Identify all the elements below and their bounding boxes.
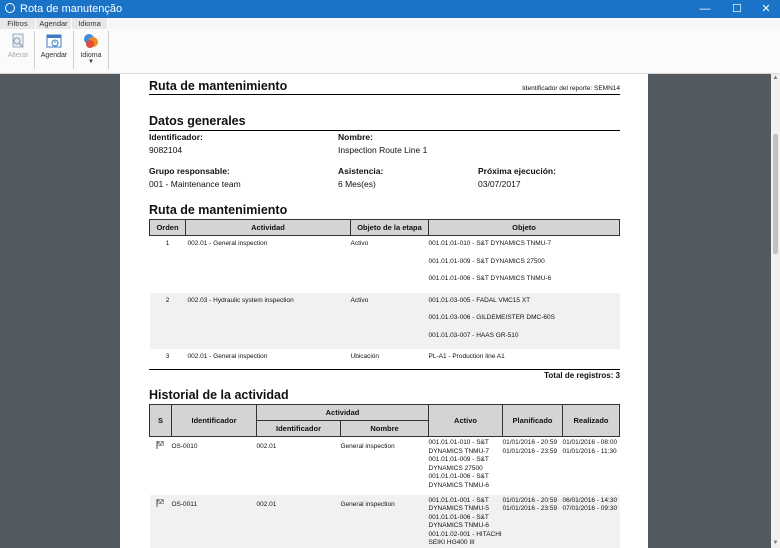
history-col-realizado: Realizado [563, 405, 620, 437]
route-col-actividad: Actividad [186, 220, 351, 236]
title-rule [149, 94, 620, 95]
table-row: OS-0011 002.01 General inspection 001.01.01-001 - S&T DYNAMICS TNMU-5 001.01.01-006 - S&T DYNAMICS TNMU-6 001.01.02-001 - HITACHI SEIKI HG400 III 01/01/2016 - 20:59 01/01/2016 - 23:59 06/01/2016 - 14:30 07/01/2016 - 09:30 [150, 495, 620, 548]
idioma-button[interactable] [77, 33, 105, 65]
table-row: OS-0010 002.01 General inspection 001.01.01-010 - S&T DYNAMICS TNMU-7 001.01.01-009 - S&T DYNAMICS 27500 001.01.01-006 - S&T DYNAMICS TNMU-6 01/01/2016 - 20:59 01/01/2016 - 23:59 01/01/2016 - 08:00 01/01/2016 - 11:30 [150, 437, 620, 495]
report-viewer[interactable] [0, 74, 780, 548]
asistencia-label: Asistencia: [338, 166, 384, 176]
route-col-objeto-etapa: Objeto de la etapa [351, 220, 429, 236]
route-col-orden: Orden [150, 220, 186, 236]
scroll-up-icon[interactable]: ▲ [772, 75, 779, 81]
alterar-button[interactable] [5, 33, 31, 59]
report-page [120, 74, 648, 548]
report-title: Ruta de mantenimiento [149, 79, 288, 93]
grupo-value: 001 - Maintenance team [149, 179, 241, 189]
history-col-act-id: Identificador [257, 421, 341, 437]
table-row: 1 002.01 - General inspection Activo 001.01.01-010 - S&T DYNAMICS TNMU-7 001.01.01-009 - S&T DYNAMICS 27500 001.01.01-006 - S&T DYNAMICS TNMU-6 [165, 240, 552, 282]
asistencia-value: 6 Mes(es) [338, 179, 376, 189]
history-table [149, 404, 620, 548]
tab-filtros[interactable]: Filtros [0, 18, 36, 29]
route-col-objeto: Objeto [429, 220, 620, 236]
dropdown-arrow-icon[interactable]: ▼ [88, 59, 94, 65]
history-col-s: S [150, 405, 172, 437]
ribbon-tabs [0, 18, 780, 29]
report-identifier: Identificador del reporte: SEMN14 [522, 85, 620, 92]
status-flag-icon [156, 499, 165, 507]
ribbon [0, 29, 780, 74]
idioma-label: Idioma [80, 52, 102, 59]
ribbon-separator [108, 31, 109, 69]
language-globe-icon [83, 33, 99, 49]
window-title: Rota de manutenção [20, 3, 123, 15]
table-row: 2 002.03 - Hydraulic system inspection Activo 001.01.03-005 - FADAL VMC15 XT 001.01.03-006 - GILDEMEISTER DMC-60S 001.01.03-007 - HAAS GR-510 [150, 293, 620, 350]
table-row: 3 002.01 - General inspection Ubicación PL-A1 - Production line A1 [165, 353, 505, 360]
tab-agendar[interactable]: Agendar [36, 18, 72, 29]
close-button[interactable]: ✕ [761, 3, 771, 15]
scroll-down-icon[interactable]: ▼ [772, 540, 779, 546]
history-col-planificado: Planificado [503, 405, 563, 437]
section-heading-general: Datos generales [149, 114, 246, 128]
route-total: Total de registros: 3 [544, 371, 620, 380]
calendar-clock-icon [46, 33, 62, 49]
history-col-act-nombre: Nombre [341, 421, 429, 437]
history-col-actividad: Actividad [257, 405, 429, 421]
tab-idioma[interactable]: Idioma [72, 18, 108, 29]
section-heading-route: Ruta de mantenimiento [149, 203, 288, 217]
vertical-scrollbar[interactable] [771, 74, 780, 548]
history-col-activo: Activo [429, 405, 503, 437]
identificador-value: 9082104 [149, 145, 183, 155]
edit-document-icon [10, 33, 26, 49]
ribbon-separator [73, 31, 74, 69]
identificador-label: Identificador: [149, 132, 203, 142]
history-col-identificador: Identificador [172, 405, 257, 437]
window-titlebar [0, 0, 780, 18]
proxima-label: Próxima ejecución: [478, 166, 556, 176]
route-table [149, 219, 620, 369]
section-heading-history: Historial de la actividad [149, 388, 289, 402]
proxima-value: 03/07/2017 [478, 179, 521, 189]
alterar-label: Alterar [7, 52, 29, 59]
grupo-label: Grupo responsable: [149, 166, 230, 176]
nombre-value: Inspection Route Line 1 [338, 145, 428, 155]
ribbon-separator [34, 31, 35, 69]
agendar-button[interactable] [38, 33, 70, 59]
status-flag-icon [156, 441, 165, 449]
app-icon [5, 3, 15, 13]
nombre-label: Nombre: [338, 132, 373, 142]
maximize-button[interactable]: ☐ [732, 3, 742, 15]
agendar-label: Agendar [40, 52, 68, 59]
route-total-rule [149, 369, 620, 370]
minimize-button[interactable]: — [699, 3, 711, 15]
general-rule [149, 130, 620, 131]
scrollbar-thumb[interactable] [773, 134, 778, 254]
